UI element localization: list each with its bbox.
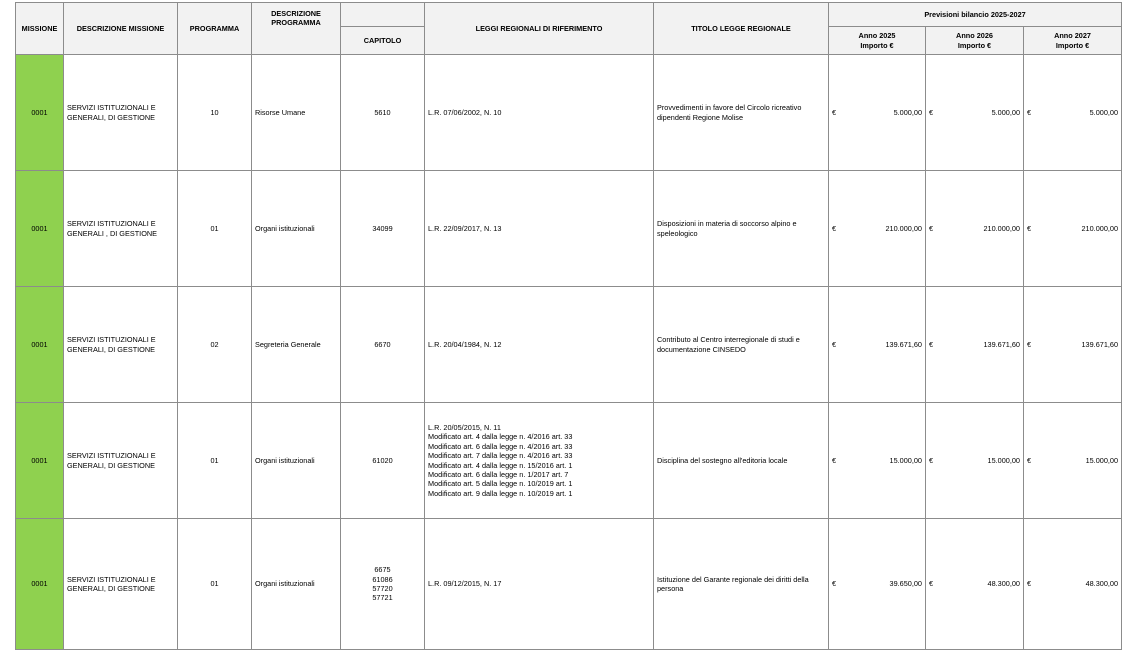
currency-symbol: € bbox=[929, 339, 934, 349]
cell-importo-2025 bbox=[829, 519, 926, 650]
currency-symbol: € bbox=[1027, 455, 1032, 465]
header-anno-2026 bbox=[926, 27, 1024, 55]
table-row bbox=[16, 287, 1122, 403]
cell-leggi-line: Modificato art. 6 dalla legge n. 4/2016 art. 33 bbox=[428, 441, 573, 451]
currency-symbol: € bbox=[832, 223, 837, 233]
currency-symbol: € bbox=[1027, 107, 1032, 117]
cell-importo-2025-value: 139.671,60 bbox=[885, 339, 922, 349]
cell-importo-2026 bbox=[926, 287, 1024, 403]
header-anno-2026-unit: Importo € bbox=[957, 40, 992, 50]
cell-importo-2025-value: 39.650,00 bbox=[889, 579, 922, 589]
header-descrizione-missione: DESCRIZIONE MISSIONE bbox=[64, 3, 178, 55]
cell-importo-2027 bbox=[1024, 55, 1122, 171]
cell-programma: 02 bbox=[178, 287, 252, 403]
currency-symbol: € bbox=[832, 455, 837, 465]
cell-descrizione-missione: SERVIZI ISTITUZIONALI E GENERALI, DI GESTIONE bbox=[64, 287, 178, 403]
header-anno-2027-unit: Importo € bbox=[1055, 40, 1090, 50]
header-anno-2027 bbox=[1024, 27, 1122, 55]
header-leggi: LEGGI REGIONALI DI RIFERIMENTO bbox=[425, 3, 654, 55]
cell-titolo: Disposizioni in materia di soccorso alpino e speleologico bbox=[654, 171, 829, 287]
cell-programma: 01 bbox=[178, 519, 252, 650]
cell-leggi-line: Modificato art. 6 dalla legge n. 1/2017 art. 7 bbox=[428, 469, 569, 479]
budget-table bbox=[15, 2, 1122, 650]
currency-symbol: € bbox=[1027, 579, 1032, 589]
cell-leggi-line: L.R. 09/12/2015, N. 17 bbox=[428, 579, 502, 589]
currency-symbol: € bbox=[832, 107, 837, 117]
cell-missione: 0001 bbox=[16, 287, 64, 403]
cell-leggi bbox=[425, 171, 654, 287]
cell-titolo: Disciplina del sostegno all'editoria locale bbox=[654, 403, 829, 519]
cell-leggi-line: Modificato art. 4 dalla legge n. 15/2016 art. 1 bbox=[428, 460, 573, 470]
currency-symbol: € bbox=[929, 579, 934, 589]
cell-leggi-line: L.R. 22/09/2017, N. 13 bbox=[428, 223, 502, 233]
cell-importo-2027 bbox=[1024, 519, 1122, 650]
cell-importo-2025 bbox=[829, 171, 926, 287]
header-missione: MISSIONE bbox=[16, 3, 64, 55]
currency-symbol: € bbox=[929, 223, 934, 233]
currency-symbol: € bbox=[929, 455, 934, 465]
cell-titolo: Contributo al Centro interregionale di studi e documentazione CINSEDO bbox=[654, 287, 829, 403]
cell-leggi-line: L.R. 20/05/2015, N. 11 bbox=[428, 422, 501, 432]
cell-importo-2025 bbox=[829, 287, 926, 403]
cell-importo-2027-value: 15.000,00 bbox=[1085, 455, 1119, 465]
cell-leggi-line: L.R. 20/04/1984, N. 12 bbox=[428, 339, 502, 349]
cell-missione: 0001 bbox=[16, 519, 64, 650]
cell-capitolo-line: 57720 bbox=[372, 584, 393, 593]
header-previsioni: Previsioni bilancio 2025-2027 bbox=[829, 3, 1122, 27]
cell-importo-2026-value: 5.000,00 bbox=[991, 107, 1020, 117]
cell-importo-2025 bbox=[829, 403, 926, 519]
cell-importo-2025-value: 15.000,00 bbox=[889, 455, 922, 465]
cell-leggi-line: L.R. 07/06/2002, N. 10 bbox=[428, 107, 502, 117]
cell-importo-2027 bbox=[1024, 287, 1122, 403]
cell-leggi bbox=[425, 287, 654, 403]
header-anno-2026-year: Anno 2026 bbox=[956, 31, 993, 41]
cell-importo-2026 bbox=[926, 171, 1024, 287]
cell-capitolo-line: 57721 bbox=[372, 593, 393, 603]
currency-symbol: € bbox=[929, 107, 934, 117]
cell-leggi-line: Modificato art. 7 dalla legge n. 4/2016 art. 33 bbox=[428, 451, 573, 461]
header-descrizione-programma: DESCRIZIONE PROGRAMMA bbox=[252, 3, 341, 55]
cell-programma: 10 bbox=[178, 55, 252, 171]
table-row bbox=[16, 519, 1122, 650]
cell-descrizione-programma: Organi istituzionali bbox=[252, 519, 341, 650]
cell-leggi-line: Modificato art. 4 dalla legge n. 4/2016 art. 33 bbox=[428, 432, 573, 442]
currency-symbol: € bbox=[832, 579, 837, 589]
cell-importo-2026 bbox=[926, 55, 1024, 171]
cell-descrizione-missione: SERVIZI ISTITUZIONALI E GENERALI, DI GESTIONE bbox=[64, 519, 178, 650]
cell-missione: 0001 bbox=[16, 171, 64, 287]
currency-symbol: € bbox=[1027, 339, 1032, 349]
cell-importo-2027 bbox=[1024, 171, 1122, 287]
cell-capitolo bbox=[341, 171, 425, 287]
header-anno-2025-year: Anno 2025 bbox=[858, 31, 896, 41]
header-anno-2027-year: Anno 2027 bbox=[1054, 31, 1091, 41]
cell-capitolo bbox=[341, 55, 425, 171]
cell-capitolo-line: 5610 bbox=[374, 107, 391, 117]
cell-importo-2025-value: 5.000,00 bbox=[893, 107, 922, 117]
cell-capitolo-line: 34099 bbox=[372, 223, 393, 233]
cell-importo-2026-value: 15.000,00 bbox=[987, 455, 1020, 465]
cell-descrizione-programma: Risorse Umane bbox=[252, 55, 341, 171]
cell-missione: 0001 bbox=[16, 403, 64, 519]
header-anno-2025 bbox=[829, 27, 926, 55]
cell-importo-2025 bbox=[829, 55, 926, 171]
cell-programma: 01 bbox=[178, 403, 252, 519]
cell-importo-2027 bbox=[1024, 403, 1122, 519]
cell-descrizione-programma: Organi istituzionali bbox=[252, 403, 341, 519]
cell-capitolo-line: 61020 bbox=[372, 455, 393, 465]
cell-importo-2026-value: 139.671,60 bbox=[983, 339, 1020, 349]
header-capitolo-empty bbox=[341, 3, 425, 27]
cell-importo-2026 bbox=[926, 403, 1024, 519]
cell-leggi bbox=[425, 55, 654, 171]
cell-leggi-line: Modificato art. 9 dalla legge n. 10/2019 art. 1 bbox=[428, 488, 573, 498]
cell-programma: 01 bbox=[178, 171, 252, 287]
cell-descrizione-programma: Organi istituzionali bbox=[252, 171, 341, 287]
currency-symbol: € bbox=[1027, 223, 1032, 233]
cell-importo-2027-value: 210.000,00 bbox=[1081, 223, 1119, 233]
table-row bbox=[16, 171, 1122, 287]
cell-titolo: Istituzione del Garante regionale dei diritti della persona bbox=[654, 519, 829, 650]
header-capitolo: CAPITOLO bbox=[341, 27, 425, 55]
cell-descrizione-programma: Segreteria Generale bbox=[252, 287, 341, 403]
header-anno-2025-unit: Importo € bbox=[860, 40, 894, 50]
cell-importo-2027-value: 139.671,60 bbox=[1081, 339, 1119, 349]
cell-importo-2026-value: 210.000,00 bbox=[983, 223, 1020, 233]
cell-importo-2026 bbox=[926, 519, 1024, 650]
cell-leggi bbox=[425, 403, 654, 519]
table-body bbox=[16, 55, 1122, 650]
cell-missione: 0001 bbox=[16, 55, 64, 171]
currency-symbol: € bbox=[832, 339, 837, 349]
cell-descrizione-missione: SERVIZI ISTITUZIONALI E GENERALI, DI GESTIONE bbox=[64, 403, 178, 519]
cell-descrizione-missione: SERVIZI ISTITUZIONALI E GENERALI, DI GESTIONE bbox=[64, 55, 178, 171]
header-titolo: TITOLO LEGGE REGIONALE bbox=[654, 3, 829, 55]
cell-capitolo-line: 6675 bbox=[374, 565, 391, 575]
cell-capitolo bbox=[341, 403, 425, 519]
header-programma: PROGRAMMA bbox=[178, 3, 252, 55]
cell-importo-2026-value: 48.300,00 bbox=[987, 579, 1020, 589]
cell-descrizione-missione: SERVIZI ISTITUZIONALI E GENERALI , DI GESTIONE bbox=[64, 171, 178, 287]
cell-importo-2027-value: 48.300,00 bbox=[1085, 579, 1119, 589]
cell-importo-2025-value: 210.000,00 bbox=[885, 223, 922, 233]
cell-capitolo-line: 6670 bbox=[374, 339, 391, 349]
cell-leggi bbox=[425, 519, 654, 650]
cell-capitolo bbox=[341, 519, 425, 650]
cell-importo-2027-value: 5.000,00 bbox=[1089, 107, 1119, 117]
cell-leggi-line: Modificato art. 5 dalla legge n. 10/2019 art. 1 bbox=[428, 479, 573, 489]
table-row bbox=[16, 55, 1122, 171]
cell-titolo: Provvedimenti in favore del Circolo ricreativo dipendenti Regione Molise bbox=[654, 55, 829, 171]
cell-capitolo bbox=[341, 287, 425, 403]
cell-capitolo-line: 61086 bbox=[372, 574, 393, 584]
table-row bbox=[16, 403, 1122, 519]
